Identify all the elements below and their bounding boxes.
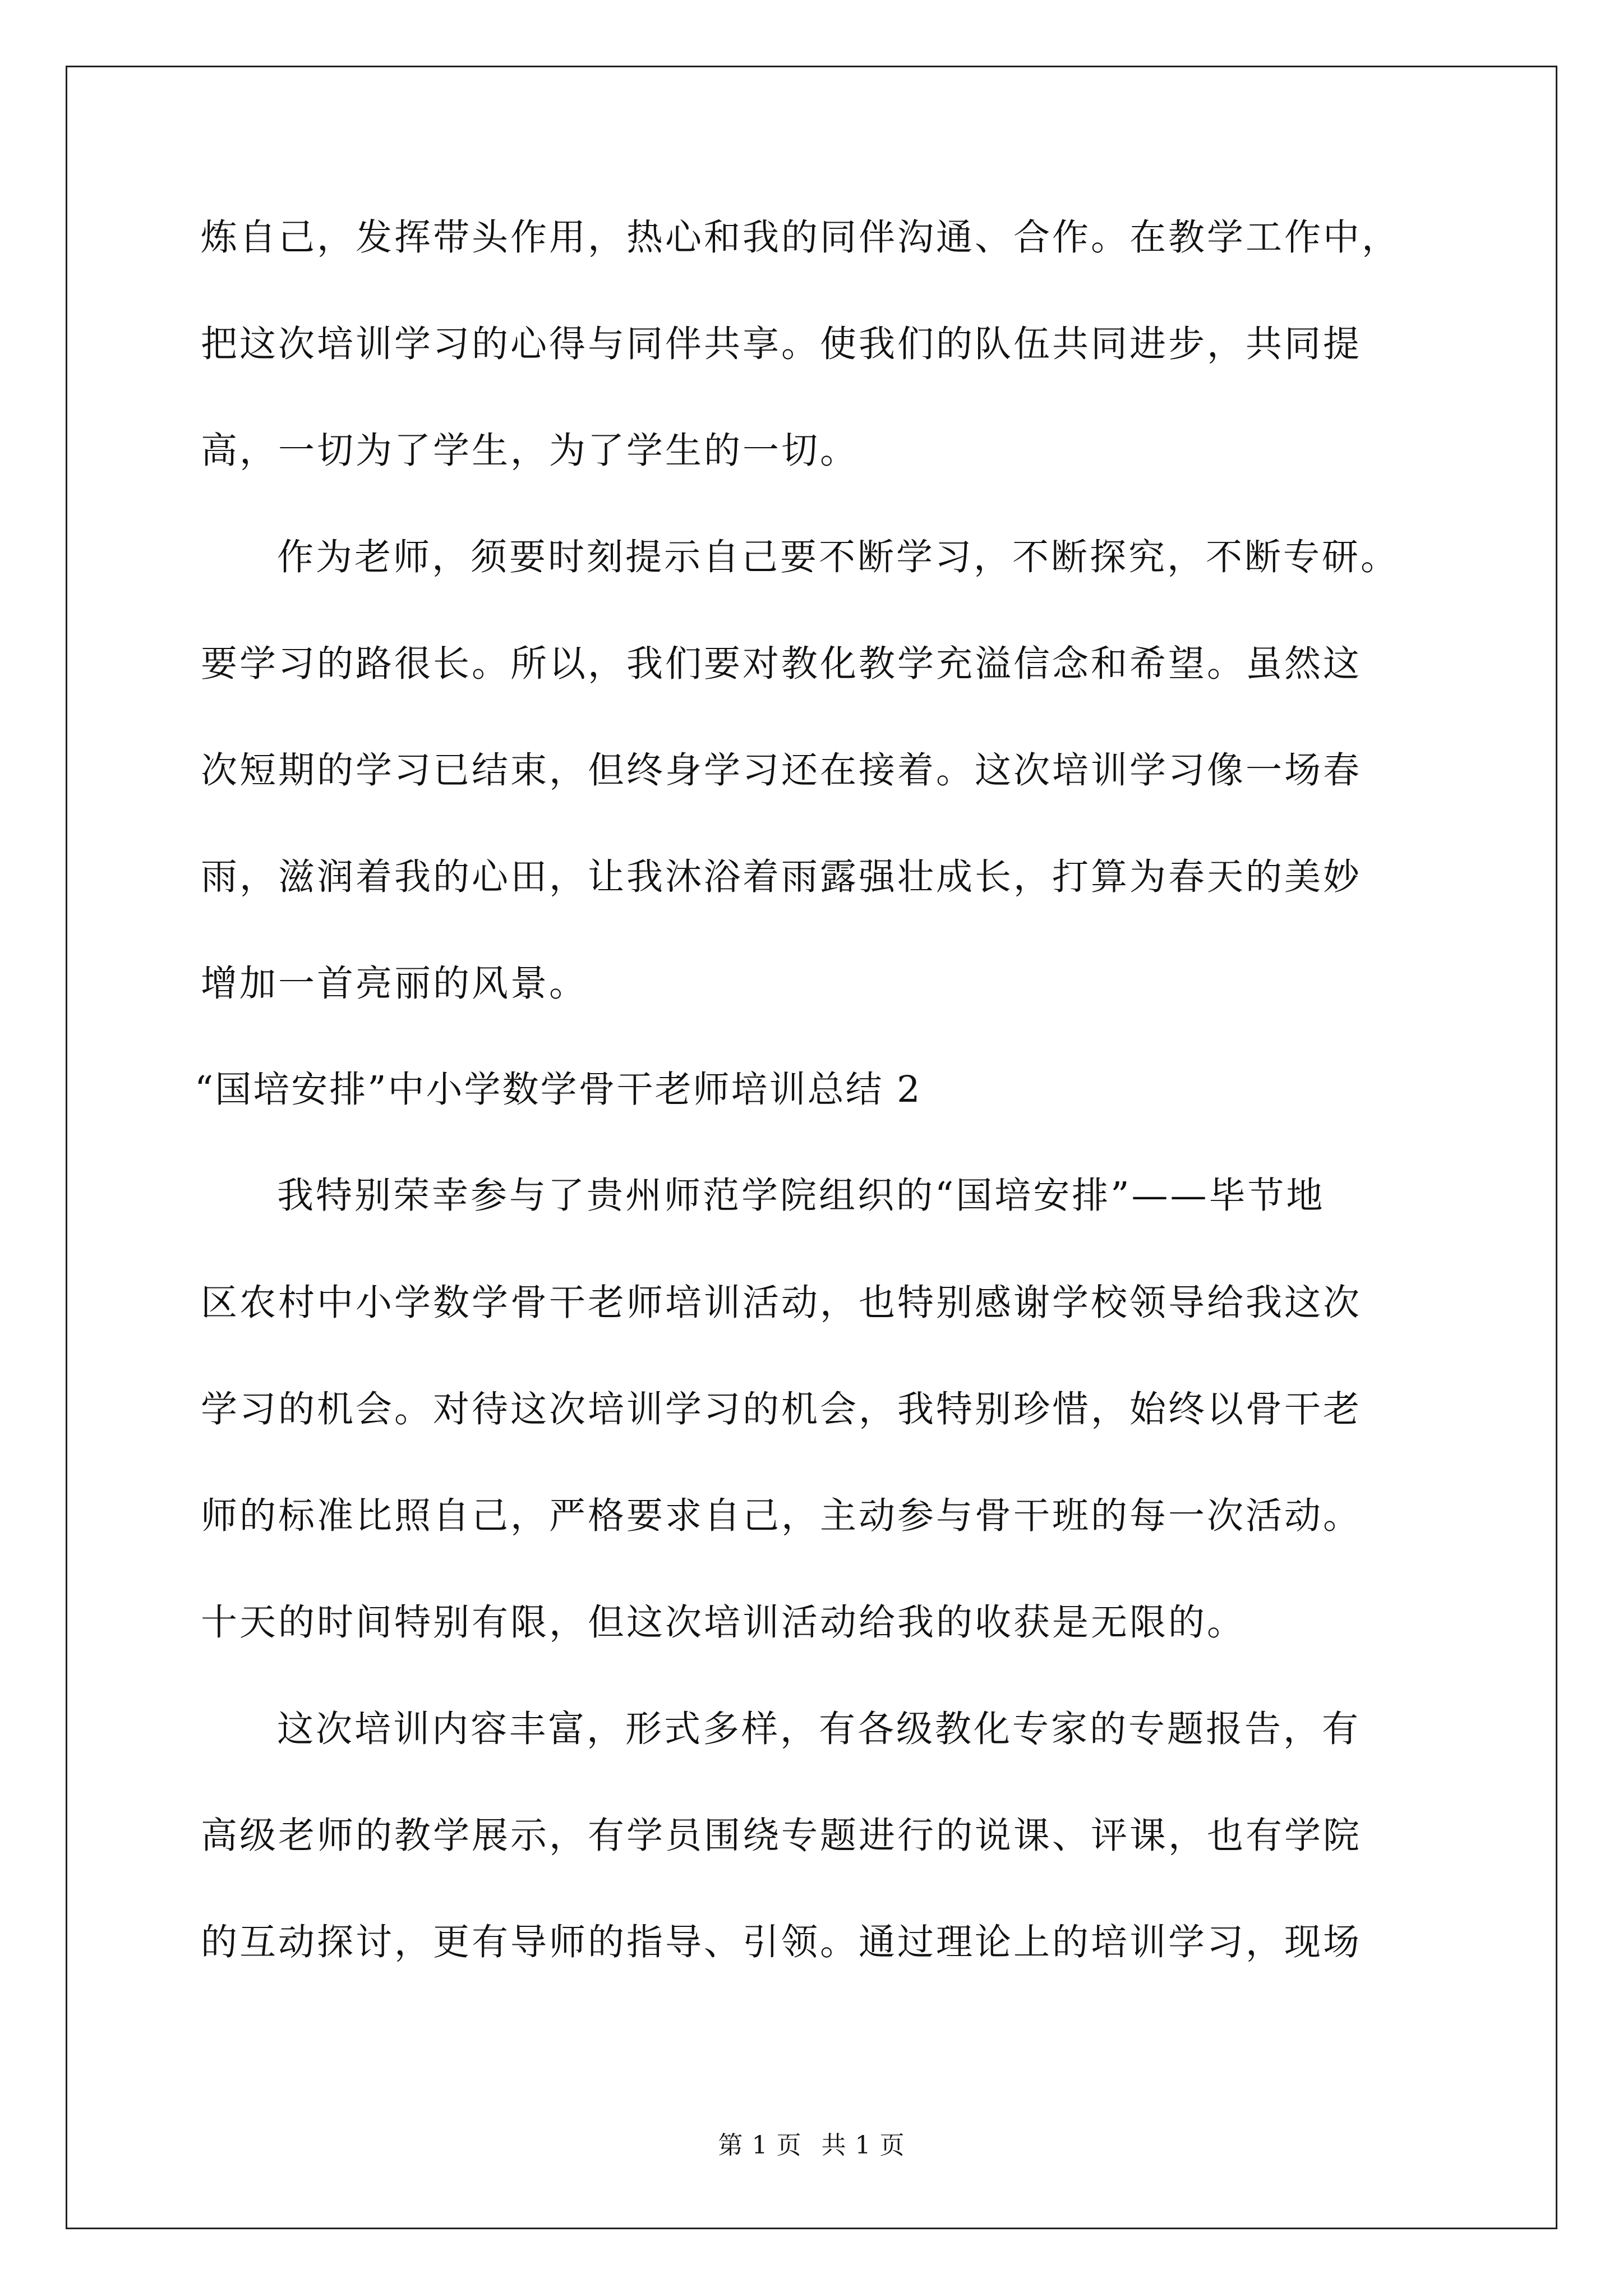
text-line: 要学习的路很长。所以，我们要对教化教学充溢信念和希望。虽然这 bbox=[201, 643, 1362, 685]
text-line: 炼自己，发挥带头作用，热心和我的同伴沟通、合作。在教学工作中， bbox=[201, 217, 1401, 259]
section-heading: “国培安排”中小学数学骨干老师培训总结 2 bbox=[195, 1069, 922, 1111]
text-line: 区农村中小学数学骨干老师培训活动，也特别感谢学校领导给我这次 bbox=[201, 1282, 1362, 1324]
text-line: 高级老师的教学展示，有学员围绕专题进行的说课、评课，也有学院 bbox=[201, 1815, 1362, 1857]
page-number: 第 1 页 bbox=[718, 2131, 802, 2160]
text-line: 这次培训内容丰富，形式多样，有各级教化专家的专题报告，有 bbox=[277, 1708, 1361, 1750]
text-line: 高，一切为了学生，为了学生的一切。 bbox=[201, 430, 859, 472]
text-line: 十天的时间特别有限，但这次培训活动给我的收获是无限的。 bbox=[201, 1602, 1246, 1644]
text-line: 把这次培训学习的心得与同伴共享。使我们的队伍共同进步，共同提 bbox=[201, 323, 1362, 365]
page-total: 共 1 页 bbox=[821, 2131, 905, 2160]
page-footer bbox=[0, 2130, 1623, 2161]
text-line: 作为老师，须要时刻提示自己要不断学习，不断探究，不断专研。 bbox=[277, 536, 1400, 578]
text-line: 我特别荣幸参与了贵州师范学院组织的“国培安排”——毕节地 bbox=[277, 1175, 1325, 1217]
text-line: 的互动探讨，更有导师的指导、引领。通过理论上的培训学习，现场 bbox=[201, 1921, 1362, 1963]
text-line: 学习的机会。对待这次培训学习的机会，我特别珍惜，始终以骨干老 bbox=[201, 1388, 1362, 1430]
page-border bbox=[66, 66, 1557, 2229]
text-line: 增加一首亮丽的风景。 bbox=[201, 963, 588, 1005]
text-line: 次短期的学习已结束，但终身学习还在接着。这次培训学习像一场春 bbox=[201, 749, 1362, 792]
text-line: 师的标准比照自己，严格要求自己，主动参与骨干班的每一次活动。 bbox=[201, 1495, 1362, 1537]
text-line: 雨，滋润着我的心田，让我沐浴着雨露强壮成长，打算为春天的美妙 bbox=[201, 856, 1362, 898]
